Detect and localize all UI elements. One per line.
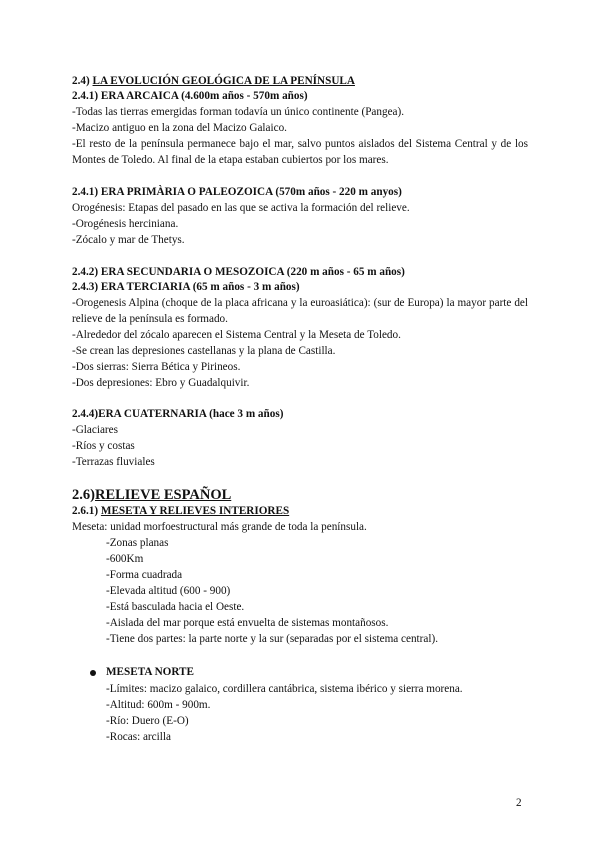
section-heading-evolucion bbox=[72, 73, 355, 89]
list-item: -Altitud: 600m - 900m. bbox=[106, 699, 211, 711]
heading-meseta-norte: MESETA NORTE bbox=[106, 666, 194, 678]
page-number: 2 bbox=[516, 797, 522, 809]
list-item: -El resto de la península permanece bajo el mar, salvo puntos aislados del Sistema Central y de los Montes de Toledo. Al final de la etapa estaban cubiertos por los mares. bbox=[72, 138, 528, 166]
list-item: -Orogenesis Alpina (choque de la placa africana y la euroasiática): (sur de Europa) la mayor parte del relieve de la península es formado. bbox=[72, 297, 528, 325]
list-item: -Ríos y costas bbox=[72, 440, 135, 452]
list-item: -Rocas: arcilla bbox=[106, 731, 171, 743]
list-item: -Terrazas fluviales bbox=[72, 456, 155, 468]
list-item: -Zonas planas bbox=[106, 537, 169, 549]
section-number: 2.4) bbox=[72, 75, 93, 87]
list-item: -600Km bbox=[106, 553, 144, 565]
list-item: -Río: Duero (E-O) bbox=[106, 715, 189, 727]
list-item: -Glaciares bbox=[72, 424, 118, 436]
list-item: -Dos depresiones: Ebro y Guadalquivir. bbox=[72, 377, 250, 389]
list-item: -Se crean las depresiones castellanas y la plana de Castilla. bbox=[72, 345, 336, 357]
section-title: LA EVOLUCIÓN GEOLÓGICA DE LA PENÍNSULA bbox=[92, 75, 355, 87]
section-heading-relieve bbox=[72, 486, 231, 504]
section-title: RELIEVE ESPAÑOL bbox=[94, 487, 232, 503]
list-item: -Orogénesis herciniana. bbox=[72, 218, 179, 230]
list-item: -Elevada altitud (600 - 900) bbox=[106, 585, 231, 597]
list-item: -Límites: macizo galaico, cordillera cantábrica, sistema ibérico y sierra morena. bbox=[106, 683, 463, 695]
meseta-definition: Meseta: unidad morfoestructural más grande de toda la península. bbox=[72, 521, 367, 533]
list-item: -Aislada del mar porque está envuelta de sistemas montañosos. bbox=[106, 617, 389, 629]
list-item: -Dos sierras: Sierra Bética y Pirineos. bbox=[72, 361, 241, 373]
list-item: -Macizo antiguo en la zona del Macizo Galaico. bbox=[72, 122, 287, 134]
list-item: -Está basculada hacia el Oeste. bbox=[106, 601, 245, 613]
section-number: 2.6) bbox=[72, 487, 95, 503]
heading-era-cuaternaria: 2.4.4)ERA CUATERNARIA (hace 3 m años) bbox=[72, 408, 284, 420]
heading-era-secundaria: 2.4.2) ERA SECUNDARIA O MESOZOICA (220 m años - 65 m años) bbox=[72, 266, 405, 278]
list-item: -Forma cuadrada bbox=[106, 569, 183, 581]
list-item: -Todas las tierras emergidas forman todavía un único continente (Pangea). bbox=[72, 106, 405, 118]
bullet-icon bbox=[90, 670, 96, 676]
subsection-title: MESETA Y RELIEVES INTERIORES bbox=[100, 505, 290, 517]
heading-meseta-relieves bbox=[72, 503, 289, 519]
heading-era-terciaria: 2.4.3) ERA TERCIARIA (65 m años - 3 m años) bbox=[72, 281, 300, 293]
heading-era-primaria: 2.4.1) ERA PRIMÀRIA O PALEOZOICA (570m años - 220 m anyos) bbox=[72, 186, 402, 198]
list-item: -Tiene dos partes: la parte norte y la sur (separadas por el sistema central). bbox=[106, 633, 438, 645]
list-item: -Zócalo y mar de Thetys. bbox=[72, 234, 185, 246]
list-item: -Alrededor del zócalo aparecen el Sistema Central y la Meseta de Toledo. bbox=[72, 329, 401, 341]
subsection-number: 2.6.1) bbox=[72, 505, 101, 517]
heading-era-arcaica: 2.4.1) ERA ARCAICA (4.600m años - 570m años) bbox=[72, 90, 308, 102]
list-item: Orogénesis: Etapas del pasado en las que se activa la formación del relieve. bbox=[72, 202, 410, 214]
